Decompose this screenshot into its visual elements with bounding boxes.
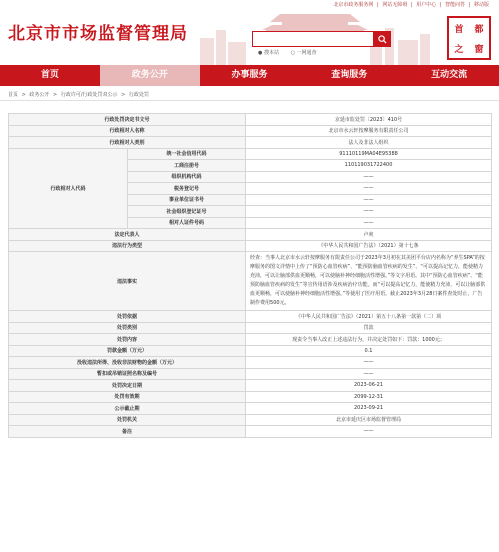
breadcrumb-sep: > xyxy=(53,92,58,98)
row-value: 法人及非法人组织 xyxy=(246,137,492,149)
table-row xyxy=(9,229,492,241)
table-row xyxy=(9,252,492,311)
row-label: 处罚机关 xyxy=(9,414,246,426)
row-value: —— xyxy=(246,183,492,195)
search-button[interactable] xyxy=(374,31,391,47)
row-label: 处罚有效期 xyxy=(9,391,246,403)
table-row xyxy=(9,368,492,380)
breadcrumb-gov-affairs[interactable]: 政务公开 xyxy=(29,92,50,98)
separator: | xyxy=(377,2,379,8)
nav-home[interactable]: 首页 xyxy=(40,70,59,80)
table-row xyxy=(9,148,492,160)
violation-facts-text: 经查：当事人北京市水云轩按摩服务有限责任公司于2023年3月初在其美团平台店内名称为“养生SPA”的按摩服务的图文详情中上传了“预防心血管疾病”、“能预防脑血管疾病的发生”、“可以提高记忆力，能使精力充沛，可以让脑部供血更顺畅，可以使脑补神经细胞活性增强。”等文字用语。其中“预防心血管疾病”、“能预防脑血管疾病的发生”等宣传用语涉及疾病治疗功能。而“可以提高记忆力，能使精力充沛，可以让脑部供血更顺畅，可以使脑补神经细胞活性增强。”等使用了医疗用语。截止2023年3月28日案件查处时止，广告制作费用500元。 xyxy=(246,252,492,311)
row-label: 罚款金额（万元） xyxy=(9,345,246,357)
seal-char: 窗 xyxy=(474,44,484,55)
row-label: 暂扣或吊销证照名称及编号 xyxy=(9,368,246,380)
row-label: 统一社会信用代码 xyxy=(128,148,246,160)
table-row xyxy=(9,391,492,403)
gov-service-link[interactable]: 北京市政务服务网 xyxy=(333,2,374,8)
accessibility-link[interactable]: 网站无障碍 xyxy=(382,2,408,8)
breadcrumb-penalty[interactable]: 行政处罚 xyxy=(128,92,149,98)
table-row xyxy=(9,345,492,357)
row-label: 公示截止期 xyxy=(9,403,246,415)
table-row xyxy=(9,125,492,137)
table-row xyxy=(9,311,492,323)
search-input[interactable] xyxy=(252,31,374,47)
row-value: —— xyxy=(246,217,492,229)
search-unified-radio[interactable]: ○ 一网通查 xyxy=(290,50,317,56)
capital-window-seal-logo[interactable] xyxy=(447,16,491,60)
row-label: 处罚依据 xyxy=(9,311,246,323)
nav-interaction[interactable]: 互动交流 xyxy=(431,70,468,80)
search-scope-options xyxy=(258,49,327,56)
nav-gov-affairs[interactable]: 政务公开 xyxy=(100,65,200,86)
table-row xyxy=(9,403,492,415)
search-unified-label: 一网通查 xyxy=(296,50,317,56)
row-value: —— xyxy=(246,426,492,438)
row-label: 备注 xyxy=(9,426,246,438)
row-label: 税务登记号 xyxy=(128,183,246,195)
row-value: —— xyxy=(246,171,492,183)
table-row xyxy=(9,240,492,252)
row-value: —— xyxy=(246,206,492,218)
breadcrumb-sep: > xyxy=(21,92,26,98)
row-value: 北京市水云轩按摩服务有限责任公司 xyxy=(246,125,492,137)
row-label: 相对人证件号码 xyxy=(128,217,246,229)
penalty-record xyxy=(8,113,491,438)
divider xyxy=(0,100,499,101)
table-row xyxy=(9,414,492,426)
row-value: 2023-06-21 xyxy=(246,380,492,392)
row-label: 组织机构代码 xyxy=(128,171,246,183)
table-row xyxy=(9,357,492,369)
table-row xyxy=(9,380,492,392)
row-value: —— xyxy=(246,368,492,380)
table-row xyxy=(9,426,492,438)
site-header xyxy=(0,8,499,65)
row-label: 行政相对人类别 xyxy=(9,137,246,149)
row-value: 现责令当事人改正上述违法行为，并决定处罚如下：罚款：1000元； xyxy=(246,334,492,346)
row-label: 行政处罚决定书文号 xyxy=(9,114,246,126)
row-value: 罚款 xyxy=(246,322,492,334)
row-label: 处罚决定日期 xyxy=(9,380,246,392)
row-value: 京延市监处罚〔2023〕410号 xyxy=(246,114,492,126)
row-label: 社会组织登记证号 xyxy=(128,206,246,218)
row-label: 事业单位证书号 xyxy=(128,194,246,206)
row-label: 处罚内容 xyxy=(9,334,246,346)
row-value: 《中华人民共和国广告法》（2021）第五十八条第一款第（二）项 xyxy=(246,311,492,323)
seal-char: 都 xyxy=(474,24,484,35)
search-site-radio[interactable]: ● 搜本站 xyxy=(258,50,279,56)
row-value: —— xyxy=(246,194,492,206)
row-value: 卢爽 xyxy=(246,229,492,241)
penalty-record-table xyxy=(8,113,492,438)
row-value: 《中华人民共和国广告法》（2021）第十七条 xyxy=(246,240,492,252)
row-value: 2099-12-31 xyxy=(246,391,492,403)
separator: | xyxy=(468,2,471,8)
smart-qa-link[interactable]: 智能问答 xyxy=(445,2,466,8)
separator: | xyxy=(410,2,413,8)
search-icon xyxy=(378,35,387,44)
site-logo-title[interactable]: 北京市市场监督管理局 xyxy=(8,24,188,44)
breadcrumb xyxy=(8,91,151,98)
mobile-link[interactable]: 移动版 xyxy=(473,2,489,8)
row-label: 没收违法所得、没收非法财物的金额（万元） xyxy=(9,357,246,369)
nav-query[interactable]: 查询服务 xyxy=(331,70,368,80)
row-value: 2023-09-21 xyxy=(246,403,492,415)
user-center-link[interactable]: 用户中心 xyxy=(416,2,437,8)
table-row xyxy=(9,137,492,149)
breadcrumb-sep: > xyxy=(121,92,126,98)
table-row xyxy=(9,322,492,334)
seal-char: 之 xyxy=(454,44,464,55)
row-label: 违法事实 xyxy=(9,252,246,311)
main-nav xyxy=(0,65,499,86)
row-value: 91110119MA04E95388 xyxy=(246,148,492,160)
seal-char: 首 xyxy=(454,24,464,35)
breadcrumb-home[interactable]: 首页 xyxy=(8,92,19,98)
row-label: 法定代表人 xyxy=(9,229,246,241)
row-value: 110119031722400 xyxy=(246,160,492,172)
nav-services[interactable]: 办事服务 xyxy=(231,70,268,80)
search-site-label: 搜本站 xyxy=(263,50,279,56)
breadcrumb-double-publicity[interactable]: 行政许可/行政处罚双公示 xyxy=(60,92,118,98)
separator: | xyxy=(439,2,442,8)
row-value: —— xyxy=(246,357,492,369)
group-label: 行政相对人代码 xyxy=(9,148,128,229)
table-row xyxy=(9,114,492,126)
row-label: 工商注册号 xyxy=(128,160,246,172)
row-label: 行政相对人名称 xyxy=(9,125,246,137)
row-value: 北京市延庆区市场监督管理局 xyxy=(246,414,492,426)
row-value: 0.1 xyxy=(246,345,492,357)
row-label: 违法行为类型 xyxy=(9,240,246,252)
row-label: 处罚类别 xyxy=(9,322,246,334)
table-row xyxy=(9,334,492,346)
